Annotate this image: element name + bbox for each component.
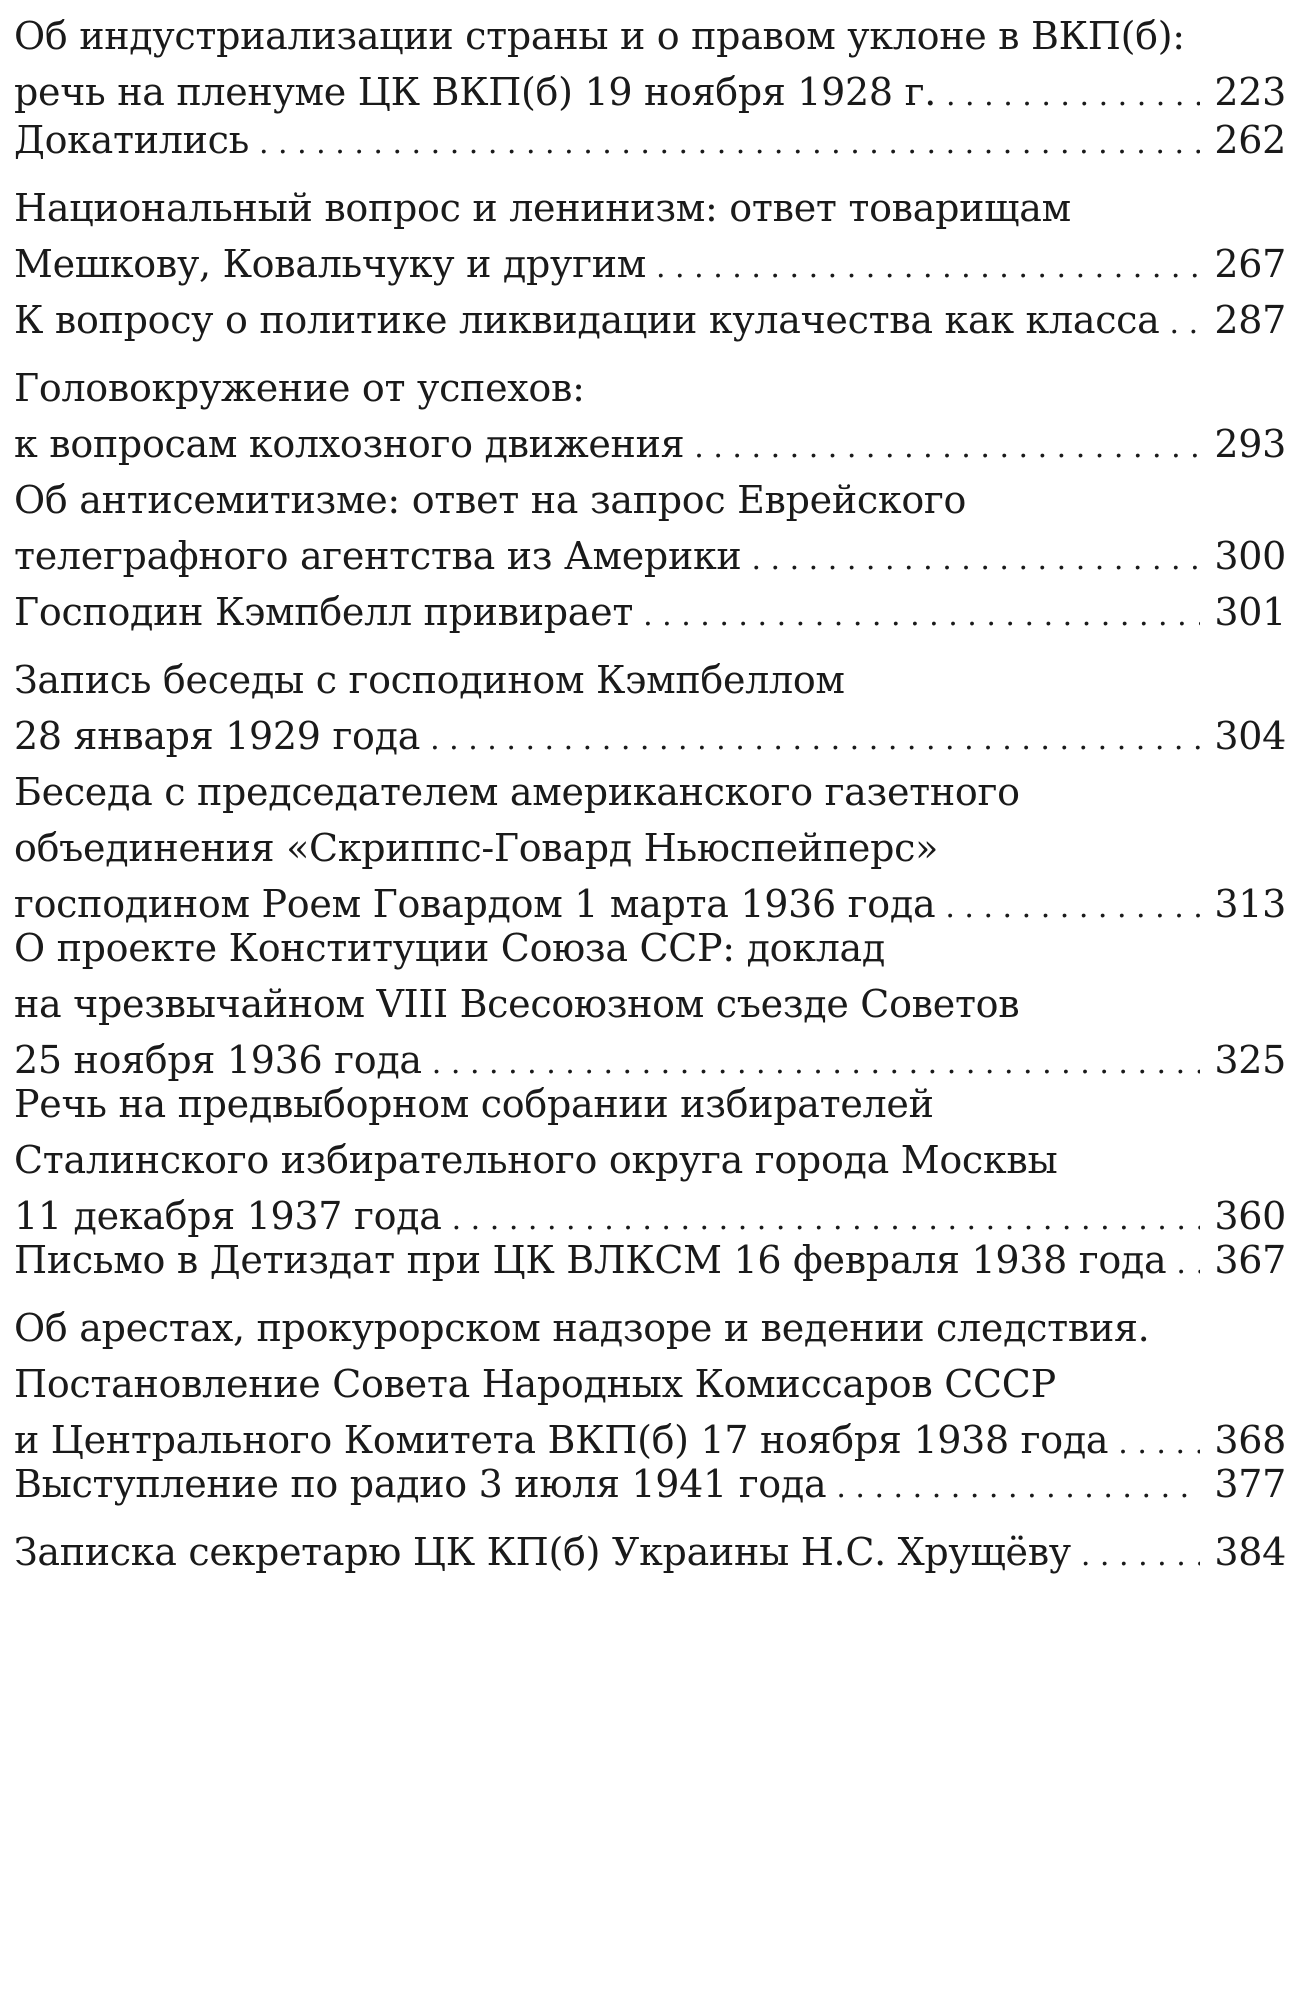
- page-number: 304: [1214, 714, 1286, 758]
- toc-entry-title-line: Об индустриализации страны и о правом уклоне в ВКП(б):: [14, 14, 1185, 58]
- toc-entry-title-line: телеграфного агентства из Америки: [14, 534, 742, 578]
- toc-entry-title-line: Об арестах, прокурорском надзоре и ведении следствия.: [14, 1306, 1150, 1350]
- dot-leader: [694, 416, 1200, 476]
- toc-entry-title-line: К вопросу о политике ликвидации кулачества как класса: [14, 298, 1160, 342]
- toc-entry-title-line: Беседа с председателем американского газетного: [14, 770, 1020, 814]
- toc-entry-title-line: Головокружение от успехов:: [14, 366, 585, 410]
- page-number: 287: [1214, 298, 1286, 342]
- toc-entry-title-line: 11 декабря 1937 года: [14, 1194, 442, 1238]
- toc-entry-title-line: господином Роем Говардом 1 марта 1936 года: [14, 882, 936, 926]
- toc-entry-title-line: Выступление по радио 3 июля 1941 года: [14, 1462, 827, 1506]
- toc-entry-title-line: Мешкову, Ковальчуку и другим: [14, 242, 646, 286]
- toc-entry[interactable]: [14, 8, 1286, 120]
- toc-entry-title-line: речь на пленуме ЦК ВКП(б) 19 ноября 1928 г.: [14, 70, 936, 114]
- page-number: 267: [1214, 242, 1286, 286]
- toc-entry[interactable]: [14, 112, 1286, 168]
- dot-leader: [751, 528, 1200, 588]
- toc-entry-title-line: Об антисемитизме: ответ на запрос Еврейского: [14, 478, 967, 522]
- toc-entry-title-line: к вопросам колхозного движения: [14, 422, 685, 466]
- page-number: 262: [1214, 118, 1286, 162]
- toc-entry-title-line: Сталинского избирательного округа города Москвы: [14, 1138, 1058, 1182]
- toc-entry-title-line: объединения «Скриппс-Говард Ньюспейперс»: [14, 826, 939, 870]
- page-number: 384: [1214, 1530, 1286, 1574]
- toc-entry[interactable]: [14, 472, 1286, 584]
- toc-entry[interactable]: [14, 652, 1286, 764]
- toc-entry[interactable]: [14, 180, 1286, 292]
- toc-entry[interactable]: [14, 764, 1286, 932]
- page-number: 377: [1214, 1462, 1286, 1506]
- toc-entry-title-line: Запись беседы с господином Кэмпбеллом: [14, 658, 845, 702]
- toc-entry-title-line: Письмо в Детиздат при ЦК ВЛКСМ 16 февраля 1938 года: [14, 1238, 1167, 1282]
- page-number: 368: [1214, 1418, 1286, 1462]
- toc-entry[interactable]: [14, 360, 1286, 472]
- dot-leader: [836, 1456, 1200, 1516]
- toc-entry-title-line: Докатились: [14, 118, 249, 162]
- dot-leader: [259, 112, 1200, 172]
- page-number: 223: [1214, 70, 1286, 114]
- toc-entry-title-line: на чрезвычайном VIII Всесоюзном съезде Советов: [14, 982, 1020, 1026]
- page-number: 301: [1214, 590, 1286, 634]
- toc-entry[interactable]: [14, 584, 1286, 640]
- toc-entry-title-line: и Центрального Комитета ВКП(б) 17 ноября 1938 года: [14, 1418, 1109, 1462]
- page-number: 300: [1214, 534, 1286, 578]
- dot-leader: [1081, 1524, 1201, 1584]
- toc-entry-title-line: 28 января 1929 года: [14, 714, 421, 758]
- page-number: 293: [1214, 422, 1286, 466]
- dot-leader: [1176, 1232, 1200, 1292]
- dot-leader: [656, 236, 1200, 296]
- toc-entry-title-line: 25 ноября 1936 года: [14, 1038, 422, 1082]
- toc-entry[interactable]: [14, 1456, 1286, 1512]
- toc-entry[interactable]: [14, 1232, 1286, 1288]
- toc-entry[interactable]: [14, 1524, 1286, 1580]
- page-number: 367: [1214, 1238, 1286, 1282]
- toc-entry-title-line: Господин Кэмпбелл привирает: [14, 590, 634, 634]
- toc-entry-title-line: Записка секретарю ЦК КП(б) Украины Н.С. Хрущёву: [14, 1530, 1071, 1574]
- toc-entry[interactable]: [14, 1300, 1286, 1468]
- toc-entry[interactable]: [14, 1076, 1286, 1244]
- toc-entry[interactable]: [14, 920, 1286, 1088]
- toc-entry[interactable]: [14, 292, 1286, 348]
- dot-leader: [643, 584, 1200, 644]
- dot-leader: [430, 708, 1200, 768]
- dot-leader: [1170, 292, 1201, 352]
- toc-entry-title-line: Национальный вопрос и ленинизм: ответ товарищам: [14, 186, 1071, 230]
- toc-entry-title-line: Постановление Совета Народных Комиссаров СССР: [14, 1362, 1056, 1406]
- page-number: 360: [1214, 1194, 1286, 1238]
- toc-entry-title-line: Речь на предвыборном собрании избирателей: [14, 1082, 934, 1126]
- toc-entry-title-line: О проекте Конституции Союза ССР: доклад: [14, 926, 886, 970]
- page-number: 313: [1214, 882, 1286, 926]
- page-number: 325: [1214, 1038, 1286, 1082]
